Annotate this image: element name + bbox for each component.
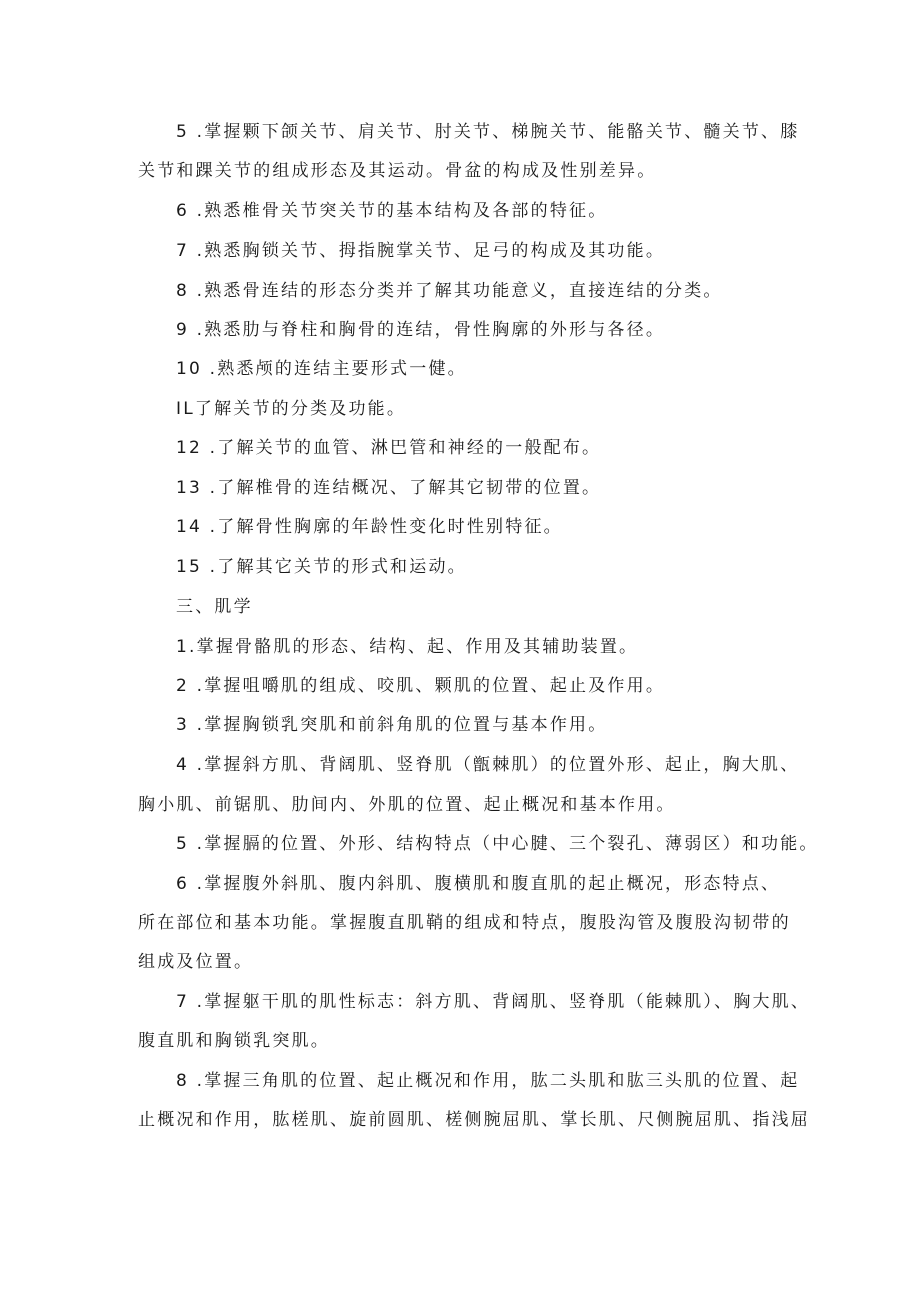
text-line: 7 .掌握躯干肌的肌性标志：斜方肌、背阔肌、竖脊肌（能棘肌）、胸大肌、 <box>176 992 811 1012</box>
text-line: 5 .掌握膈的位置、外形、结构特点（中心腱、三个裂孔、薄弱区）和功能。 <box>176 834 819 854</box>
text-line: 腹直肌和胸锁乳突肌。 <box>138 1031 330 1051</box>
text-line: 4 .掌握斜方肌、背阔肌、竖脊肌（甑棘肌）的位置外形、起止，胸大肌、 <box>176 755 800 775</box>
text-line: 9 .熟悉肋与脊柱和胸骨的连结，骨性胸廓的外形与各径。 <box>176 320 666 340</box>
text-line: 3 .掌握胸锁乳突肌和前斜角肌的位置与基本作用。 <box>176 715 608 735</box>
text-line: 14 .了解骨性胸廓的年龄性变化时性别特征。 <box>176 517 563 537</box>
text-line: 12 .了解关节的血管、淋巴管和神经的一般配布。 <box>176 438 602 458</box>
text-line: 所在部位和基本功能。掌握腹直肌鞘的组成和特点，腹股沟管及腹股沟韧带的 <box>138 913 791 933</box>
text-line: 组成及位置。 <box>138 952 254 972</box>
text-line: 8 .熟悉骨连结的形态分类并了解其功能意义，直接连结的分类。 <box>176 281 723 301</box>
text-line: IL了解关节的分类及功能。 <box>176 399 407 419</box>
text-line: 胸小肌、前锯肌、肋间内、外肌的位置、起止概况和基本作用。 <box>138 795 676 815</box>
text-line: 8 .掌握三角肌的位置、起止概况和作用，肱二头肌和肱三头肌的位置、起 <box>176 1071 800 1091</box>
text-line: 5 .掌握颗下颌关节、肩关节、肘关节、梯腕关节、能骼关节、髓关节、膝 <box>176 122 800 142</box>
text-line: 6 .熟悉椎骨关节突关节的基本结构及各部的特征。 <box>176 201 608 221</box>
text-line: 关节和踝关节的组成形态及其运动。骨盆的构成及性别差异。 <box>138 161 657 181</box>
text-line: 7 .熟悉胸锁关节、拇指腕掌关节、足弓的构成及其功能。 <box>176 241 666 261</box>
text-line: 止概况和作用，肱槎肌、旋前圆肌、槎侧腕屈肌、掌长肌、尺侧腕屈肌、指浅屈 <box>138 1110 810 1130</box>
text-line: 13 .了解椎骨的连结概况、了解其它韧带的位置。 <box>176 478 602 498</box>
text-line: 2 .掌握咀嚼肌的组成、咬肌、颗肌的位置、起止及作用。 <box>176 676 666 696</box>
text-line: 6 .掌握腹外斜肌、腹内斜肌、腹横肌和腹直肌的起止概况，形态特点、 <box>176 874 781 894</box>
section-heading: 三、肌学 <box>176 597 253 617</box>
text-line: 15 .了解其它关节的形式和运动。 <box>176 557 467 577</box>
text-line: 10 .熟悉颅的连结主要形式一健。 <box>176 359 467 379</box>
text-line: 1.掌握骨骼肌的形态、结构、起、作用及其辅助装置。 <box>176 637 639 657</box>
